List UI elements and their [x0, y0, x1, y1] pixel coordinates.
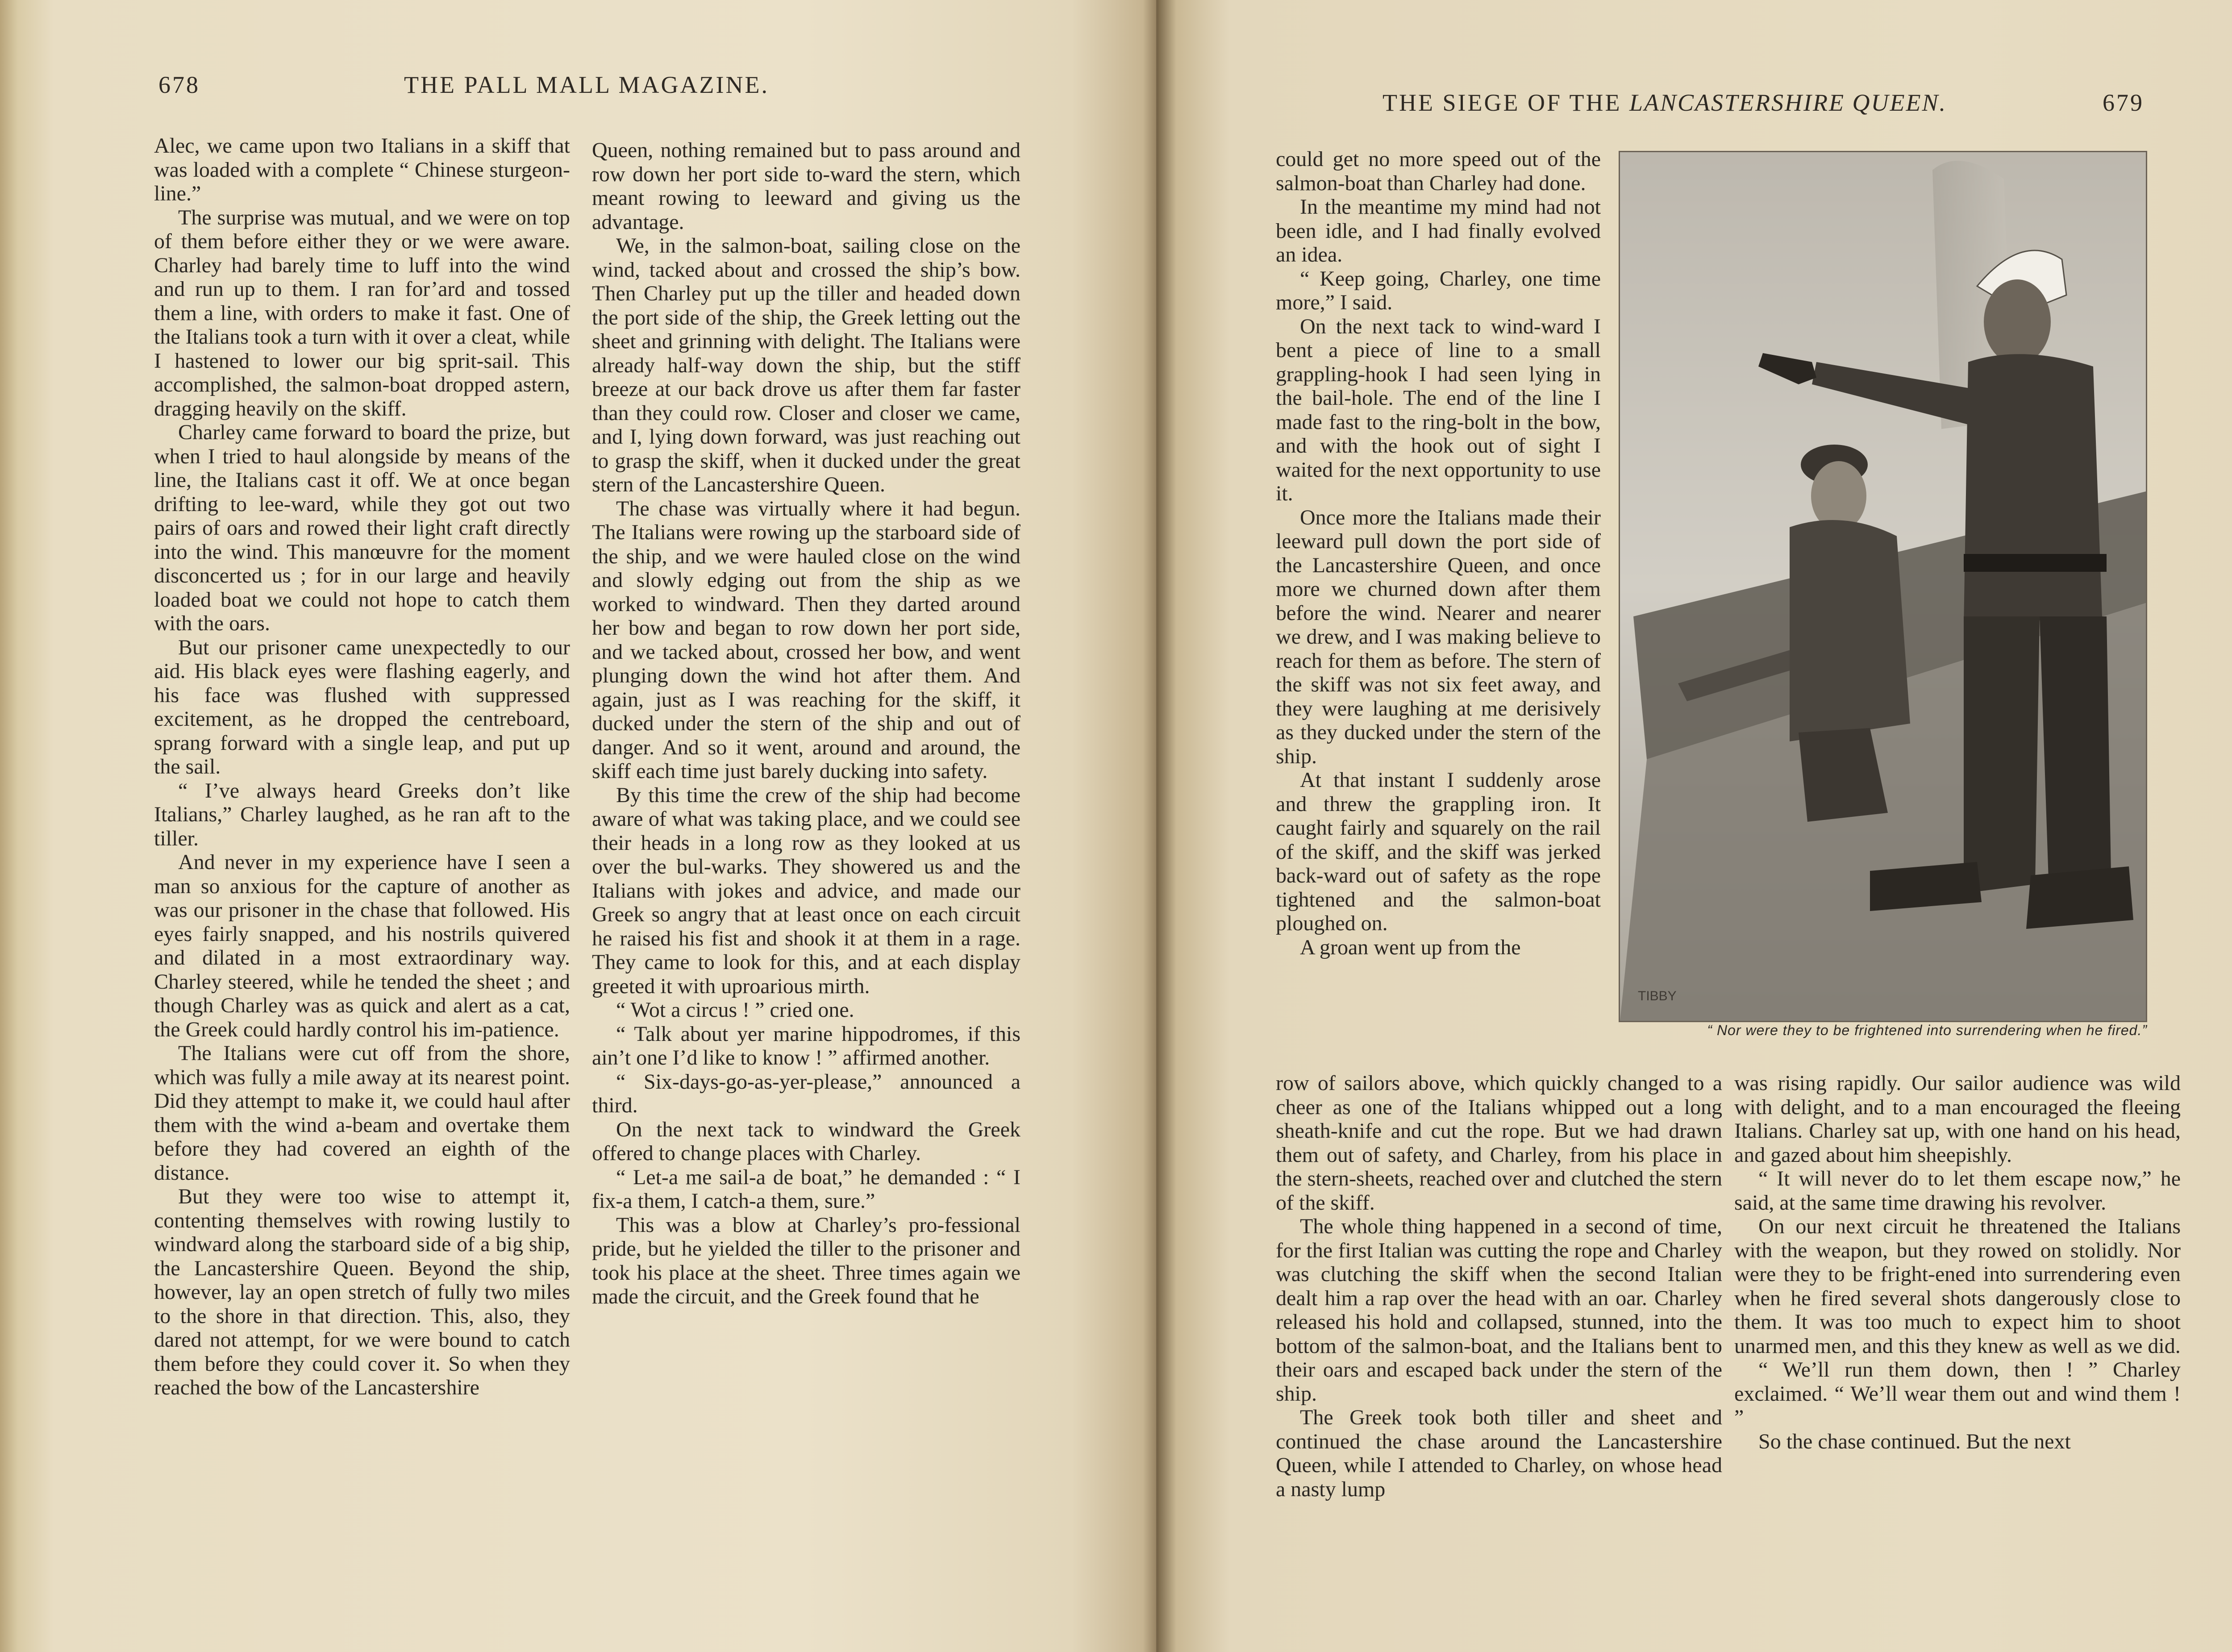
right-col2-paragraph: So the chase continued. But the next: [1758, 1429, 2071, 1453]
left-col2-paragraph: We, in the salmon-boat, sailing close on the wind, tacked about and crossed the ship’s bow. Then Charley put up the tiller and headed down the port side of the ship, the Greek letting out the sheet and grinning with delight. The Italians were already half-way down the ship, but the stiff breeze at our back drove us after them far faster than they could row. Closer and closer we came, and I, lying down forward, was just reaching out to grasp the skiff, when it ducked under the great stern of the Lancastershire Queen.: [592, 234, 1020, 496]
illustration-figure: [1619, 151, 2147, 1022]
running-head-text: THE SIEGE OF THE: [1383, 89, 1629, 116]
right-col2-paragraph: was rising rapidly. Our sailor audience was wild with delight, and to a man encouraged the fleeing Italians. Charley sat up, with one hand on his head, and gazed about him sheepishly.: [1734, 1071, 2181, 1167]
left-column-2: [592, 138, 1020, 1309]
right-col1-upper-paragraph: At that instant I suddenly arose and threw the grappling iron. It caught fairly and squarely on the rail of the skiff, and the skiff was jerked back-ward out of safety as the rope tightened and the salmon-boat ploughed on.: [1276, 768, 1601, 935]
right-col1-upper-paragraph: “ Keep going, Charley, one time more,” I said.: [1276, 266, 1601, 314]
left-col2-paragraph: “ Six-days-go-as-yer-please,” announced a third.: [592, 1069, 1020, 1117]
left-col1-paragraph: The surprise was mutual, and we were on top of them before either they or we were aware. Charley had barely time to luff into the wind and run up to them. I ran for’ard and tossed them a line, with orders to make it fast. One of the Italians took a turn with it over a cleat, while I hastened to lower our big sprit-sail. This accomplished, the salmon-boat dropped astern, dragging heavily on the skiff.: [154, 205, 570, 420]
left-column-1: [154, 134, 570, 1400]
left-col2-paragraph: By this time the crew of the ship had become aware of what was taking place, and we could see their heads in a long row as they looked at us over the bul-warks. They showered us and the Italians with jokes and advice, and made our Greek so angry that at least once on each circuit he raised his fist and shook it at them in a rage. They came to look for this, and at each display greeted it with uproarious mirth.: [592, 783, 1020, 998]
right-column-1-lower: [1276, 1071, 1722, 1501]
right-col1-upper-paragraph: Once more the Italians made their leeward pull down the port side of the Lancastershire Queen, and once more we churned down after them before the wind. Nearer and nearer we drew, and I was making believe to reach for them as before. The stern of the skiff was not six feet away, and they were laughing at me derisively as they ducked under the stern of the ship.: [1276, 505, 1601, 768]
left-col2-paragraph: This was a blow at Charley’s pro-fessional pride, but he yielded the tiller to the prisoner and took his place at the sheet. Three times again we made the circuit, and the Greek found that he: [592, 1213, 1020, 1308]
right-column-1-upper: [1276, 147, 1601, 959]
left-col1-paragraph: But our prisoner came unexpectedly to our aid. His black eyes were flashing eagerly, and his face was flushed with suppressed excitement, as he dropped the centreboard, sprang forward with a single leap, and put up the sail.: [154, 635, 570, 778]
page-number-right: 679: [2103, 89, 2144, 116]
left-col1-paragraph: But they were too wise to attempt it, contenting themselves with rowing lustily to windward along the starboard side of a big ship, the Lancastershire Queen. Beyond the ship, however, lay an open stretch of fully two miles to the shore in that direction. This, also, they dared not attempt, for we were bound to catch them before they could cover it. So when they reached the bow of the Lancastershire: [154, 1185, 570, 1399]
article-running-head: [1383, 80, 1947, 125]
left-col2-paragraph: “ Let-a me sail-a de boat,” he demanded : “ I fix-a them, I catch-a them, sure.”: [592, 1165, 1020, 1213]
right-col1-lower-paragraph: The Greek took both tiller and sheet and continued the chase around the Lancastershire Queen, while I attended to Charley, on whose head a nasty lump: [1276, 1406, 1722, 1501]
magazine-running-head: THE PALL MALL MAGAZINE.: [404, 71, 769, 98]
artist-signature: TIBBY: [1638, 989, 1677, 1003]
right-col1-upper-paragraph: On the next tack to wind-ward I bent a piece of line to a small grappling-hook I had seen lying in the bail-hole. The end of the line I made fast to the ring-bolt in the bow, and with the hook out of sight I waited for the next opportunity to use it.: [1276, 314, 1601, 505]
engraving-sailors-firing-revolver: [1620, 152, 2146, 1021]
left-col2-paragraph: “ Wot a circus ! ” cried one.: [616, 998, 854, 1022]
left-col1-paragraph: Charley came forward to board the prize, but when I tried to haul alongside by means of the line, the Italians cast it off. We at once began drifting to lee-ward, while they got out two pairs of oars and rowed their light craft directly into the wind. This manœuvre for the moment disconcerted us ; for in our large and heavily loaded boat we could not hope to catch them with the oars.: [154, 420, 570, 635]
right-col1-upper-paragraph: In the meantime my mind had not been idle, and I had finally evolved an idea.: [1276, 195, 1601, 266]
right-col1-upper-paragraph: A groan went up from the: [1300, 935, 1521, 959]
left-col2-paragraph: On the next tack to windward the Greek offered to change places with Charley.: [592, 1117, 1020, 1165]
right-col2-paragraph: On our next circuit he threatened the Italians with the weapon, but they rowed on stolidly. Nor were they to be fright-ened into surrendering even when he fired several shots dangerously close to them. It was too much to expect him to shoot unarmed men, and this they knew as well as we did.: [1734, 1215, 2181, 1358]
right-col1-lower-paragraph: row of sailors above, which quickly changed to a cheer as one of the Italians whipped out a long sheath-knife and cut the rope. But we had drawn them out of safety, and Charley, from his place in the stern-sheets, reached over and clutched the stern of the skiff.: [1276, 1071, 1722, 1215]
right-col1-lower-paragraph: The whole thing happened in a second of time, for the first Italian was cutting the rope and Charley was clutching the skiff when the second Italian dealt him a rap over the head with an oar. Charley released his hold and collapsed, stunned, into the bottom of the salmon-boat, and the Italians bent to their oars and escaped back under the stern of the ship.: [1276, 1215, 1722, 1406]
left-col2-paragraph: “ Talk about yer marine hippodromes, if this ain’t one I’d like to know ! ” affirmed another.: [592, 1022, 1020, 1069]
left-col1-paragraph: “ I’ve always heard Greeks don’t like Italians,” Charley laughed, as he ran aft to the tiller.: [154, 778, 570, 850]
illustration-caption: “ Nor were they to be frightened into surrendering when he fired.”: [1707, 1022, 2147, 1038]
page-number-left: 678: [158, 71, 200, 98]
right-col1-upper-paragraph: could get no more speed out of the salmon-boat than Charley had done.: [1276, 147, 1601, 195]
right-column-2: [1734, 1071, 2181, 1453]
left-col1-paragraph: Alec, we came upon two Italians in a skiff that was loaded with a complete “ Chinese sturgeon-line.”: [154, 134, 570, 205]
left-col2-paragraph: Queen, nothing remained but to pass around and row down her port side to-ward the stern, which meant rowing to leeward and giving us the advantage.: [592, 138, 1020, 234]
left-col2-paragraph: The chase was virtually where it had begun. The Italians were rowing up the starboard side of the ship, and we were hauled close on the wind and slowly edging out from the ship as we worked to windward. Then they darted around her bow and began to row down her port side, and we tacked about, crossed her bow, and went plunging down the wind hot after them. And again, just as I was reaching for the skiff, it ducked under the stern of the ship and out of danger. And so it went, around and around, the skiff each time just barely ducking into safety.: [592, 496, 1020, 783]
left-col1-paragraph: And never in my experience have I seen a man so anxious for the capture of another as was our prisoner in the chase that followed. His eyes fairly snapped, and his nostrils quivered and dilated in a most extraordinary way. Charley steered, while he tended the sheet ; and though Charley was as quick and alert as a cat, the Greek could hardly control his im-patience.: [154, 850, 570, 1041]
running-head-ship-name: LANCASTERSHIRE QUEEN.: [1629, 89, 1947, 116]
right-col2-paragraph: “ It will never do to let them escape now,” he said, at the same time drawing his revolver.: [1734, 1167, 2181, 1215]
left-col1-paragraph: The Italians were cut off from the shore, which was fully a mile away at its nearest point. Did they attempt to make it, we could haul after them with the wind a-beam and overtake them before they had covered an eighth of the distance.: [154, 1041, 570, 1185]
right-col2-paragraph: “ We’ll run them down, then ! ” Charley exclaimed. “ We’ll wear them out and wind them ! ”: [1734, 1358, 2181, 1429]
